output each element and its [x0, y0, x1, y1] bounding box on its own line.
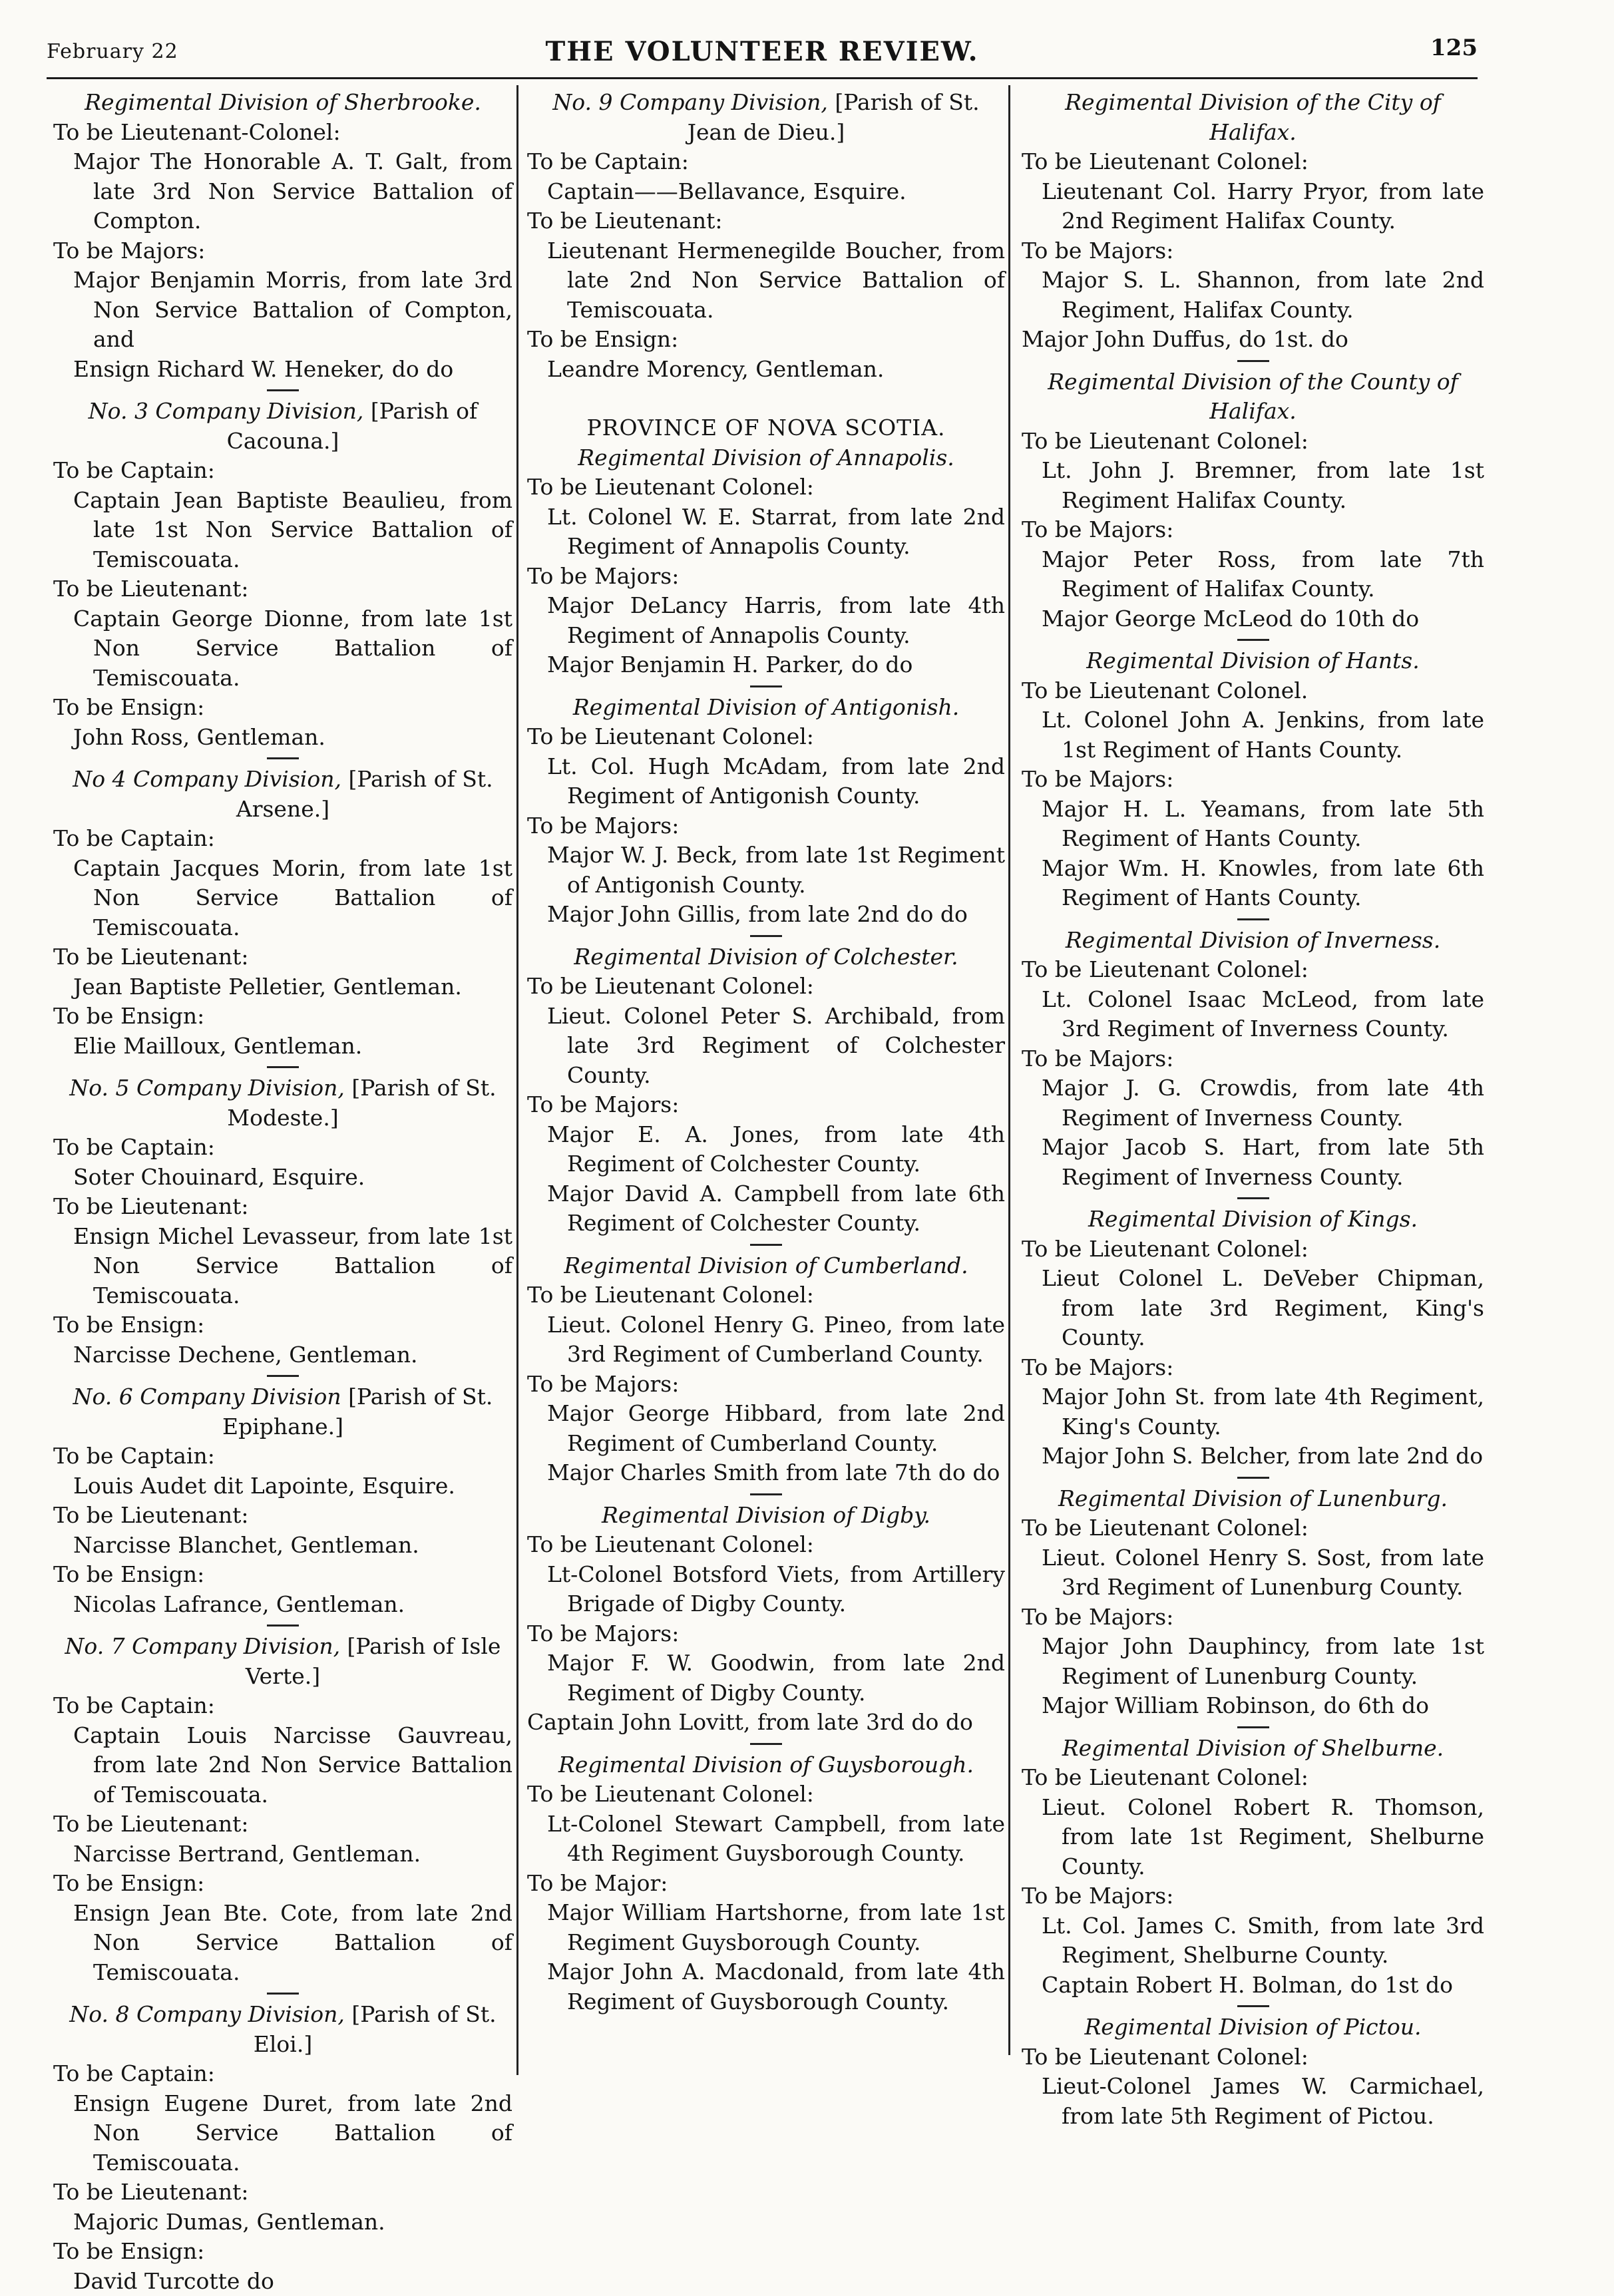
appointment-title: To be Majors:	[1022, 1353, 1484, 1383]
appointment-entry: Lieut Colonel L. DeVeber Chipman, from late 3rd Regiment, King's County.	[1022, 1264, 1484, 1353]
parish-name: [Parish of Cacouna.]	[227, 398, 478, 454]
appointment-title: To be Lieutenant Colonel:	[1022, 1235, 1484, 1264]
appointment-entry: Louis Audet dit Lapointe, Esquire.	[53, 1471, 512, 1501]
appointment-entry: Captain Louis Narcisse Gauvreau, from late 2nd Non Service Battalion of Temiscouata.	[53, 1721, 512, 1810]
appointment-title: To be Majors:	[527, 562, 1005, 592]
appointment-title: To be Majors:	[527, 1370, 1005, 1400]
appointment-entry: Major W. J. Beck, from late 1st Regiment of Antigonish County.	[527, 841, 1005, 900]
appointment-title: To be Lieutenant:	[527, 206, 1005, 236]
appointment-entry: Major S. L. Shannon, from late 2nd Regiment, Halifax County.	[1022, 266, 1484, 325]
appointment-entry: Captain Jacques Morin, from late 1st Non Service Battalion of Temiscouata.	[53, 854, 512, 943]
appointment-entry: Lt. Colonel Isaac McLeod, from late 3rd Regiment of Inverness County.	[1022, 985, 1484, 1044]
appointment-title: To be Lieutenant Colonel:	[1022, 1513, 1484, 1543]
appointment-title: To be Majors:	[1022, 236, 1484, 266]
section-divider	[267, 389, 299, 391]
appointment-title: To be Lieutenant:	[53, 942, 512, 972]
appointment-title: To be Ensign:	[53, 693, 512, 723]
section-divider	[267, 757, 299, 759]
appointment-entry: Major DeLancy Harris, from late 4th Regiment of Annapolis County.	[527, 591, 1005, 650]
appointment-title: To be Captain:	[53, 1691, 512, 1721]
appointment-entry: Captain George Dionne, from late 1st Non Service Battalion of Temiscouata.	[53, 604, 512, 693]
appointment-entry: Jean Baptiste Pelletier, Gentleman.	[53, 972, 512, 1002]
appointment-title: To be Lieutenant:	[53, 2178, 512, 2207]
appointment-title: To be Lieutenant Colonel:	[527, 1530, 1005, 1560]
column-divider-1	[516, 85, 518, 2075]
parish-name: [Parish of St. Modeste.]	[227, 1075, 496, 1131]
appointment-entry: Lieut. Colonel Henry G. Pineo, from late 3rd Regiment of Cumberland County.	[527, 1310, 1005, 1370]
division-heading: Regimental Division of Hants.	[1022, 646, 1484, 676]
appointment-entry: Narcisse Dechene, Gentleman.	[53, 1340, 512, 1370]
company-division-name: No. 3 Company Division,	[89, 398, 364, 424]
appointment-entry: Ensign Richard W. Heneker, do do	[53, 355, 512, 385]
page-number: 125	[1430, 35, 1478, 61]
appointment-entry: Ensign Jean Bte. Cote, from late 2nd Non Service Battalion of Temiscouata.	[53, 1899, 512, 1988]
company-division-name: No. 9 Company Division,	[552, 89, 828, 115]
appointment-entry: Major Peter Ross, from late 7th Regiment of Halifax County.	[1022, 545, 1484, 604]
appointment-entry: Major J. G. Crowdis, from late 4th Regiment of Inverness County.	[1022, 1073, 1484, 1133]
section-divider	[1237, 639, 1269, 641]
appointment-title: To be Lieutenant Colonel:	[1022, 2042, 1484, 2072]
appointment-entry: Lt. Colonel John A. Jenkins, from late 1st Regiment of Hants County.	[1022, 705, 1484, 765]
appointment-entry: Major Benjamin Morris, from late 3rd Non Service Battalion of Compton, and	[53, 266, 512, 355]
appointment-entry: Major H. L. Yeamans, from late 5th Regiment of Hants County.	[1022, 795, 1484, 854]
division-heading: Regimental Division of Lunenburg.	[1022, 1484, 1484, 1514]
header-rule	[47, 77, 1478, 79]
appointment-title: To be Lieutenant Colonel:	[527, 972, 1005, 1002]
section-divider	[750, 685, 782, 687]
appointment-title: To be Lieutenant Colonel:	[527, 473, 1005, 502]
appointment-title: To be Majors:	[1022, 1603, 1484, 1632]
appointment-entry: Lt. Col. James C. Smith, from late 3rd Regiment, Shelburne County.	[1022, 1911, 1484, 1971]
appointment-entry: Narcisse Blanchet, Gentleman.	[53, 1531, 512, 1561]
appointment-title: To be Lieutenant Colonel.	[1022, 676, 1484, 706]
appointment-entry: John Ross, Gentleman.	[53, 723, 512, 753]
appointment-title: To be Ensign:	[53, 1310, 512, 1340]
section-divider	[1237, 360, 1269, 362]
division-heading: Regimental Division of Digby.	[527, 1501, 1005, 1531]
company-division-name: No 4 Company Division,	[73, 766, 341, 792]
appointment-title: To be Lieutenant-Colonel:	[53, 118, 512, 148]
division-heading: Regimental Division of the County of Halifax.	[1022, 367, 1484, 427]
appointment-entry: Major John S. Belcher, from late 2nd do	[1022, 1441, 1484, 1471]
section-divider	[750, 1244, 782, 1246]
appointment-entry: Captain Jean Baptiste Beaulieu, from late 1st Non Service Battalion of Temiscouata.	[53, 486, 512, 575]
appointment-title: To be Lieutenant Colonel:	[527, 1780, 1005, 1810]
company-division-heading	[53, 1632, 512, 1691]
appointment-entry: Lt-Colonel Stewart Campbell, from late 4th Regiment Guysborough County.	[527, 1810, 1005, 1869]
section-divider	[267, 1375, 299, 1377]
appointment-title: To be Captain:	[53, 456, 512, 486]
appointment-entry: Major F. W. Goodwin, from late 2nd Regiment of Digby County.	[527, 1648, 1005, 1708]
parish-name: [Parish of St. Eloi.]	[254, 2001, 497, 2057]
appointment-title: To be Lieutenant Colonel:	[1022, 1763, 1484, 1793]
appointment-entry: Ensign Eugene Duret, from late 2nd Non Service Battalion of Temiscouata.	[53, 2089, 512, 2178]
section-divider	[267, 1993, 299, 1995]
appointment-title: To be Ensign:	[53, 1560, 512, 1590]
company-division-name: No. 8 Company Division,	[69, 2001, 345, 2027]
appointment-title: To be Captain:	[527, 147, 1005, 177]
appointment-title: To be Lieutenant Colonel:	[1022, 427, 1484, 457]
appointment-entry: Majoric Dumas, Gentleman.	[53, 2207, 512, 2237]
appointment-entry: Major John St. from late 4th Regiment, King's County.	[1022, 1382, 1484, 1441]
column-divider-2	[1008, 85, 1010, 2055]
appointment-title: To be Captain:	[53, 1133, 512, 1163]
appointment-entry: Elie Mailloux, Gentleman.	[53, 1032, 512, 1061]
appointment-title: To be Lieutenant Colonel:	[527, 1280, 1005, 1310]
appointment-title: To be Lieutenant:	[53, 1810, 512, 1839]
appointment-entry: Major Benjamin H. Parker, do do	[527, 650, 1005, 680]
appointment-entry: Major David A. Campbell from late 6th Regiment of Colchester County.	[527, 1179, 1005, 1239]
appointment-title: To be Captain:	[53, 824, 512, 854]
section-divider	[750, 1493, 782, 1495]
appointment-entry: Major William Robinson, do 6th do	[1022, 1691, 1484, 1721]
column-3	[1022, 88, 1484, 2131]
company-division-heading	[53, 1073, 512, 1133]
appointment-title: To be Ensign:	[53, 1869, 512, 1899]
section-divider	[1237, 918, 1269, 920]
appointment-entry: Lt. John J. Bremner, from late 1st Regiment Halifax County.	[1022, 456, 1484, 515]
page-header	[47, 33, 1478, 73]
appointment-title: To be Lieutenant Colonel:	[1022, 147, 1484, 177]
division-heading: Regimental Division of Annapolis.	[527, 443, 1005, 473]
division-heading: Regimental Division of Sherbrooke.	[53, 88, 512, 118]
appointment-title: To be Lieutenant:	[53, 574, 512, 604]
division-heading: Regimental Division of Shelburne.	[1022, 1734, 1484, 1764]
parish-name: [Parish of St. Epiphane.]	[222, 1384, 493, 1439]
section-divider	[1237, 1726, 1269, 1728]
appointment-title: To be Ensign:	[53, 1002, 512, 1032]
appointment-entry: Lieut. Colonel Henry S. Sost, from late 3rd Regiment of Lunenburg County.	[1022, 1543, 1484, 1603]
appointment-title: To be Majors:	[1022, 515, 1484, 545]
appointment-entry: Lieut-Colonel James W. Carmichael, from late 5th Regiment of Pictou.	[1022, 2072, 1484, 2131]
division-heading: Regimental Division of Cumberland.	[527, 1251, 1005, 1281]
appointment-entry: Ensign Michel Levasseur, from late 1st Non Service Battalion of Temiscouata.	[53, 1222, 512, 1311]
company-division-heading	[53, 1382, 512, 1441]
appointment-title: To be Majors:	[527, 811, 1005, 841]
appointment-entry: Major E. A. Jones, from late 4th Regiment of Colchester County.	[527, 1120, 1005, 1179]
division-heading: Regimental Division of Guysborough.	[527, 1750, 1005, 1780]
company-division-heading	[53, 765, 512, 824]
appointment-entry: Soter Chouinard, Esquire.	[53, 1163, 512, 1193]
section-divider	[750, 1743, 782, 1745]
appointment-entry: Major William Hartshorne, from late 1st Regiment Guysborough County.	[527, 1898, 1005, 1957]
appointment-title: To be Majors:	[527, 1619, 1005, 1649]
division-heading: Regimental Division of Colchester.	[527, 942, 1005, 972]
division-heading: Regimental Division of Kings.	[1022, 1205, 1484, 1235]
appointment-title: To be Ensign:	[53, 2237, 512, 2267]
section-divider	[267, 1625, 299, 1626]
division-heading: Regimental Division of the City of Halifax.	[1022, 88, 1484, 147]
appointment-title: Major John Duffus, do 1st. do	[1022, 325, 1484, 355]
appointment-entry: Major John A. Macdonald, from late 4th Regiment of Guysborough County.	[527, 1957, 1005, 2016]
issue-date: February 22	[47, 40, 178, 63]
appointment-title: Captain John Lovitt, from late 3rd do do	[527, 1708, 1005, 1738]
appointment-entry: Lt. Colonel W. E. Starrat, from late 2nd Regiment of Annapolis County.	[527, 502, 1005, 562]
column-2	[527, 88, 1005, 2016]
company-division-name: No. 6 Company Division	[73, 1384, 341, 1410]
company-division-heading	[527, 88, 1005, 147]
appointment-title: To be Lieutenant:	[53, 1501, 512, 1531]
section-divider	[1237, 1197, 1269, 1199]
column-1	[53, 88, 512, 2296]
appointment-title: To be Lieutenant Colonel:	[527, 722, 1005, 752]
section-divider	[1237, 1477, 1269, 1479]
appointment-title: To be Majors:	[1022, 765, 1484, 795]
appointment-title: To be Lieutenant Colonel:	[1022, 955, 1484, 985]
appointment-entry: Major Charles Smith from late 7th do do	[527, 1458, 1005, 1488]
appointment-entry: Major George Hibbard, from late 2nd Regiment of Cumberland County.	[527, 1399, 1005, 1458]
appointment-entry: Leandre Morency, Gentleman.	[527, 355, 1005, 385]
publication-title: THE VOLUNTEER REVIEW.	[47, 36, 1478, 67]
appointment-title: To be Majors:	[527, 1090, 1005, 1120]
province-heading: PROVINCE OF NOVA SCOTIA.	[527, 413, 1005, 443]
appointment-entry: Lieutenant Col. Harry Pryor, from late 2nd Regiment Halifax County.	[1022, 177, 1484, 236]
parish-name: [Parish of Isle Verte.]	[246, 1633, 501, 1689]
division-heading: Regimental Division of Inverness.	[1022, 926, 1484, 956]
appointment-title: To be Ensign:	[527, 325, 1005, 355]
section-divider	[750, 935, 782, 937]
appointment-entry: Major Wm. H. Knowles, from late 6th Regiment of Hants County.	[1022, 854, 1484, 913]
section-divider	[1237, 2005, 1269, 2007]
company-division-name: No. 7 Company Division,	[65, 1633, 341, 1659]
appointment-title: To be Lieutenant:	[53, 1192, 512, 1222]
appointment-entry: Major The Honorable A. T. Galt, from late 3rd Non Service Battalion of Compton.	[53, 147, 512, 236]
appointment-entry: Lieut. Colonel Peter S. Archibald, from late 3rd Regiment of Colchester County.	[527, 1002, 1005, 1091]
appointment-title: To be Majors:	[53, 236, 512, 266]
appointment-title: To be Major:	[527, 1869, 1005, 1899]
appointment-entry: Lieutenant Hermenegilde Boucher, from late 2nd Non Service Battalion of Temiscouata.	[527, 236, 1005, 325]
company-division-heading	[53, 397, 512, 456]
appointment-entry: Lt. Col. Hugh McAdam, from late 2nd Regiment of Antigonish County.	[527, 752, 1005, 811]
company-division-heading	[53, 2000, 512, 2059]
appointment-title: To be Majors:	[1022, 1881, 1484, 1911]
appointment-entry: Lt-Colonel Botsford Viets, from Artillery Brigade of Digby County.	[527, 1560, 1005, 1619]
appointment-entry: Nicolas Lafrance, Gentleman.	[53, 1590, 512, 1620]
appointment-entry: Major Jacob S. Hart, from late 5th Regiment of Inverness County.	[1022, 1133, 1484, 1192]
appointment-title: To be Captain:	[53, 2059, 512, 2089]
appointment-title: To be Majors:	[1022, 1044, 1484, 1074]
appointment-title: To be Captain:	[53, 1441, 512, 1471]
appointment-entry: Lieut. Colonel Robert R. Thomson, from late 1st Regiment, Shelburne County.	[1022, 1793, 1484, 1882]
appointment-entry: Major John Dauphincy, from late 1st Regiment of Lunenburg County.	[1022, 1632, 1484, 1691]
appointment-entry: Captain Robert H. Bolman, do 1st do	[1022, 1971, 1484, 2001]
appointment-entry: Captain——Bellavance, Esquire.	[527, 177, 1005, 207]
parish-name: [Parish of St. Arsene.]	[236, 766, 493, 822]
parish-name: [Parish of St. Jean de Dieu.]	[688, 89, 980, 145]
division-heading: Regimental Division of Antigonish.	[527, 693, 1005, 723]
appointment-entry: Major George McLeod do 10th do	[1022, 604, 1484, 634]
company-division-name: No. 5 Company Division,	[69, 1075, 345, 1101]
appointment-entry: Narcisse Bertrand, Gentleman.	[53, 1839, 512, 1869]
division-heading: Regimental Division of Pictou.	[1022, 2012, 1484, 2042]
appointment-entry: David Turcotte do	[53, 2267, 512, 2296]
appointment-entry: Major John Gillis, from late 2nd do do	[527, 900, 1005, 930]
section-divider	[267, 1066, 299, 1068]
